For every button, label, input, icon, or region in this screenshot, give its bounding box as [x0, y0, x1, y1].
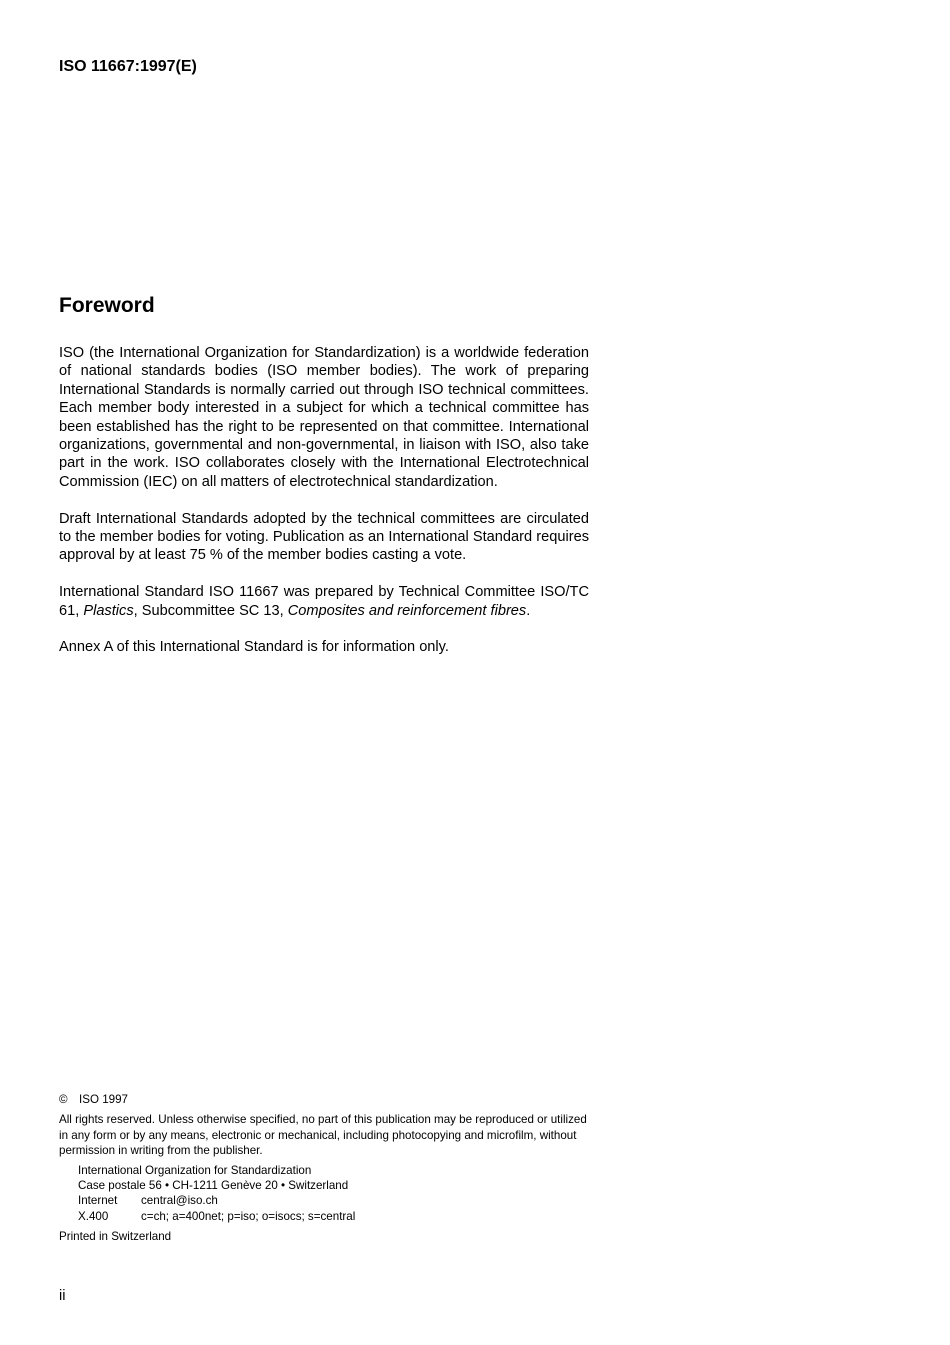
page-title: Foreword [59, 294, 155, 317]
paragraph-annex-note: Annex A of this International Standard is for information only. [59, 639, 449, 656]
internet-label: Internet [78, 1194, 118, 1208]
document-header: ISO 11667:1997(E) [59, 58, 197, 75]
subcommittee-name: Composites and reinforcement fibres [287, 602, 527, 619]
internet-email: central@iso.ch [141, 1194, 218, 1208]
printed-in: Printed in Switzerland [59, 1230, 172, 1244]
paragraph-prepared-by [59, 583, 589, 620]
prepared-by-text-1: International Standard ISO 11667 was prepared by Technical Committee ISO/TC 61, [59, 584, 589, 619]
copyright-year: ISO 1997 [79, 1093, 128, 1106]
x400-label: X.400 [78, 1209, 109, 1223]
copyright-symbol: © [59, 1093, 68, 1106]
copyright-block [59, 1092, 591, 1245]
foreword-body [59, 344, 589, 675]
prepared-by-text-3: . [526, 602, 531, 619]
x400-address: c=ch; a=400net; p=iso; o=isocs; s=central [141, 1209, 356, 1223]
paragraph-draft-standards: Draft International Standards adopted by the technical committees are circulated to the member bodies for voting. Publication as an International Standard requires approval by at least 75 % of the member bodies casting a vote. [59, 510, 589, 564]
copyright-line [59, 1092, 591, 1107]
postal-address: Case postale 56 • CH-1211 Genève 20 • Switzerland [78, 1179, 349, 1193]
paragraph-iso-intro: ISO (the International Organization for Standardization) is a worldwide federation of national standards bodies (ISO member bodies). The work of preparing International Standards is normally carried out through ISO technical committees. Each member body interested in a subject for which a technical committee has been established has the right to be represented on that committee. International organizations, governmental and non-governmental, in liaison with ISO, also take part in the work. ISO collaborates closely with the International Electrotechnical Commission (IEC) on all matters of electrotechnical standardization. [59, 345, 589, 490]
org-name: International Organization for Standardization [78, 1163, 312, 1177]
publisher-address [78, 1163, 591, 1225]
x400-row [78, 1209, 591, 1224]
page-number: ii [59, 1288, 66, 1304]
rights-statement: All rights reserved. Unless otherwise specified, no part of this publication may be reproduced or utilized in any form or by any means, electronic or mechanical, including photocopying and microfilm, without permission in writing from the publisher. [59, 1113, 587, 1158]
internet-row [78, 1193, 591, 1208]
prepared-by-text-2: , Subcommittee SC 13, [133, 602, 288, 619]
committee-name-plastics: Plastics [83, 602, 134, 619]
